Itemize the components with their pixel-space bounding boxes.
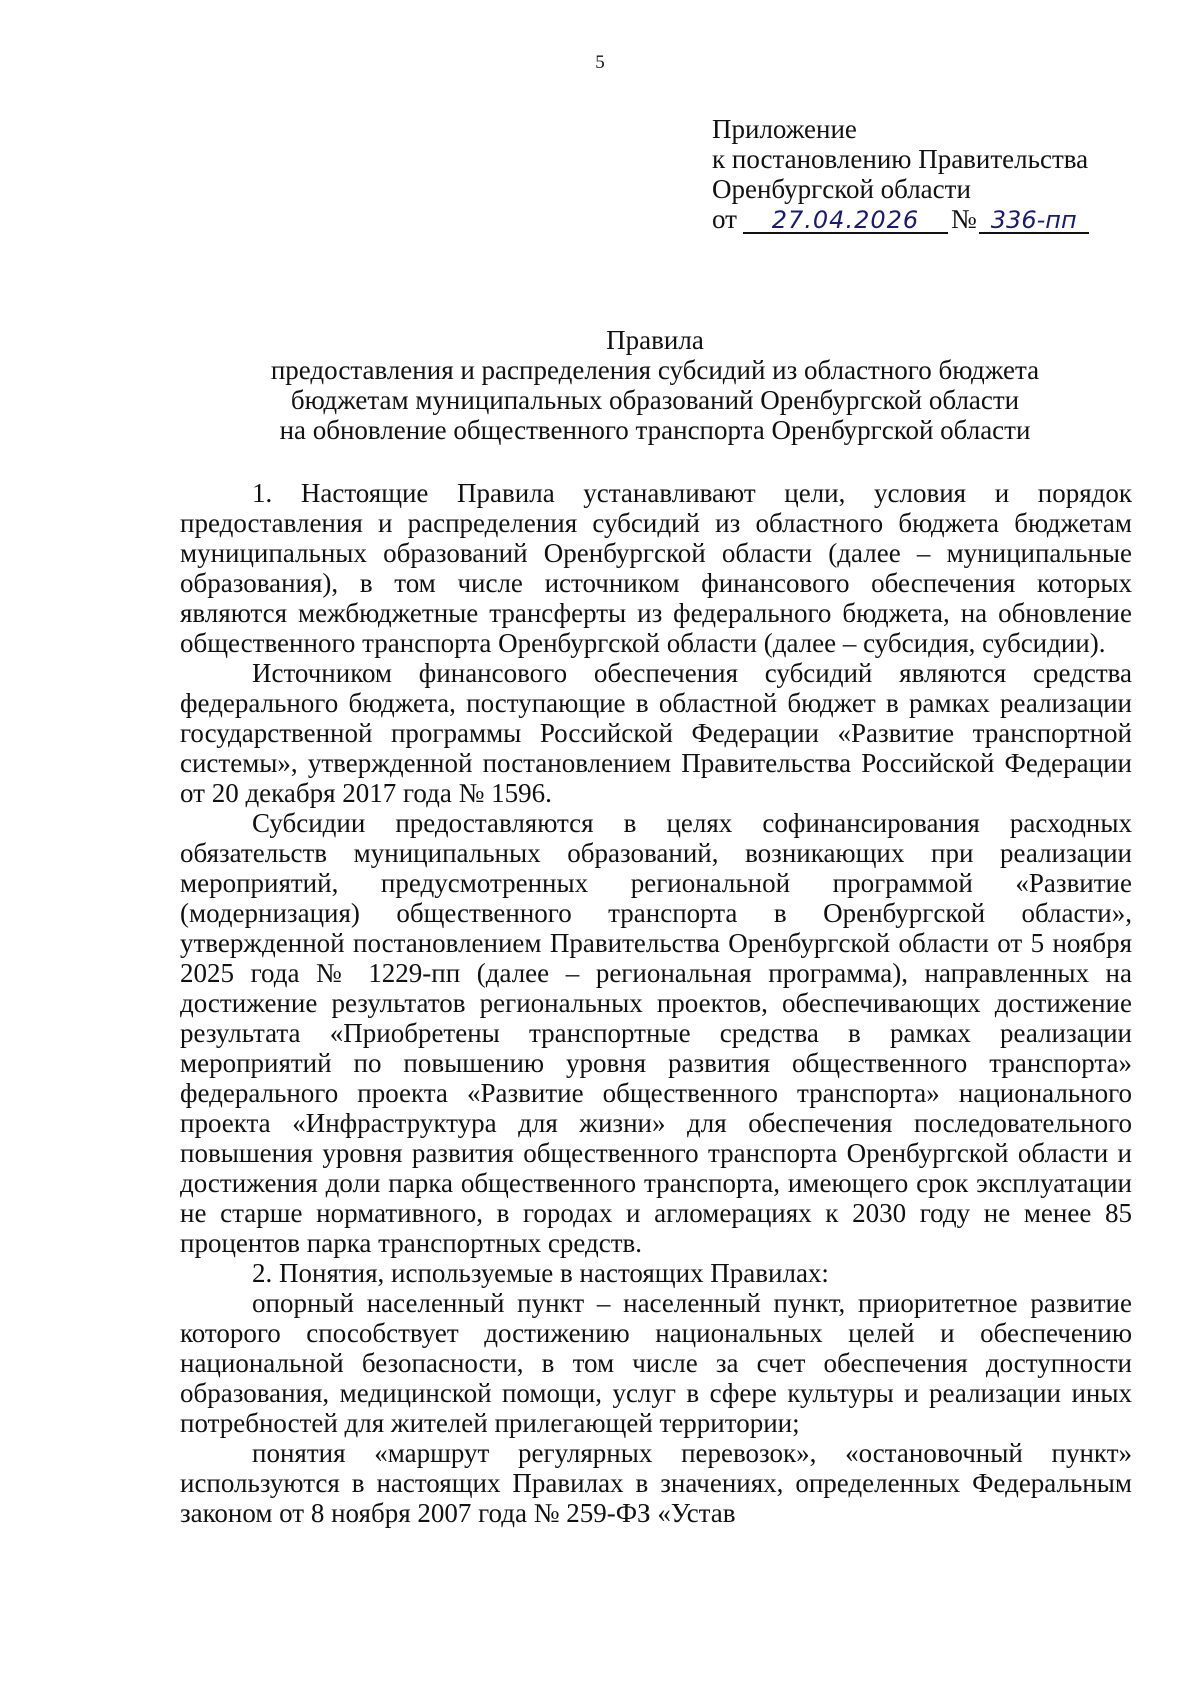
title-line-3: бюджетам муниципальных образований Оренбургской области bbox=[290, 385, 1020, 415]
document-body bbox=[180, 478, 1132, 1528]
paragraph: опорный населенный пункт – населенный пункт, приоритетное развитие которого способствует достижению национальных целей и обеспечению национальной безопасности, в том числе за счет обеспечения доступности образования, медицинской помощи, услуг в сфере культуры и реализации иных потребностей для жителей прилегающей территории; bbox=[180, 1288, 1132, 1438]
document-title bbox=[180, 325, 1130, 445]
date-prefix: от bbox=[712, 204, 737, 234]
title-line-4: на обновление общественного транспорта Оренбургской области bbox=[279, 415, 1031, 445]
appendix-line-2: к постановлению Правительства bbox=[712, 144, 1089, 174]
paragraph: 2. Понятия, используемые в настоящих Правилах: bbox=[252, 1258, 829, 1288]
paragraph: Субсидии предоставляются в целях софинансирования расходных обязательств муниципальных образований, возникающих при реализации мероприятий, предусмотренных региональной программой «Развитие (модернизация) общественного транспорта в Оренбургской области», утвержденной постановлением Правительства Оренбургской области от 5 ноября 2025 года № 1229-пп (далее – региональная программа), направленных на достижение результатов региональных проектов, обеспечивающих достижение результата «Приобретены транспортные средства в рамках реализации мероприятий по повышению уровня развития общественного транспорта» федерального проекта «Развитие общественного транспорта» национального проекта «Инфраструктура для жизни» для обеспечения последовательного повышения уровня развития общественного транспорта Оренбургской области и достижения доли парка общественного транспорта, имеющего срок эксплуатации не старше нормативного, в городах и агломерациях к 2030 году не менее 85 процентов парка транспортных средств. bbox=[180, 808, 1132, 1258]
handwritten-number: 336-пп bbox=[979, 208, 1089, 234]
appendix-block bbox=[712, 114, 1089, 234]
number-sign: № bbox=[950, 204, 977, 234]
page-number: 5 bbox=[595, 52, 605, 73]
title-line-2: предоставления и распределения субсидий из областного бюджета bbox=[270, 355, 1040, 385]
appendix-line-1: Приложение bbox=[712, 114, 857, 144]
title-line-1: Правила bbox=[606, 325, 704, 355]
appendix-date-line bbox=[712, 204, 1089, 234]
paragraph: 1. Настоящие Правила устанавливают цели, условия и порядок предоставления и распределения субсидий из областного бюджета бюджетам муниципальных образований Оренбургской области (далее – муниципальные образования), в том числе источником финансового обеспечения которых являются межбюджетные трансферты из федерального бюджета, на обновление общественного транспорта Оренбургской области (далее – субсидия, субсидии). bbox=[180, 478, 1132, 658]
paragraph: понятия «маршрут регулярных перевозок», «остановочный пункт» используются в настоящих Правилах в значениях, определенных Федеральным законом от 8 ноября 2007 года № 259-ФЗ «Устав bbox=[180, 1438, 1132, 1528]
handwritten-date: 27.04.2026 bbox=[743, 208, 948, 234]
paragraph: Источником финансового обеспечения субсидий являются средства федерального бюджета, поступающие в областной бюджет в рамках реализации государственной программы Российской Федерации «Развитие транспортной системы», утвержденной постановлением Правительства Российской Федерации от 20 декабря 2017 года № 1596. bbox=[180, 658, 1132, 808]
appendix-line-3: Оренбургской области bbox=[712, 174, 971, 204]
